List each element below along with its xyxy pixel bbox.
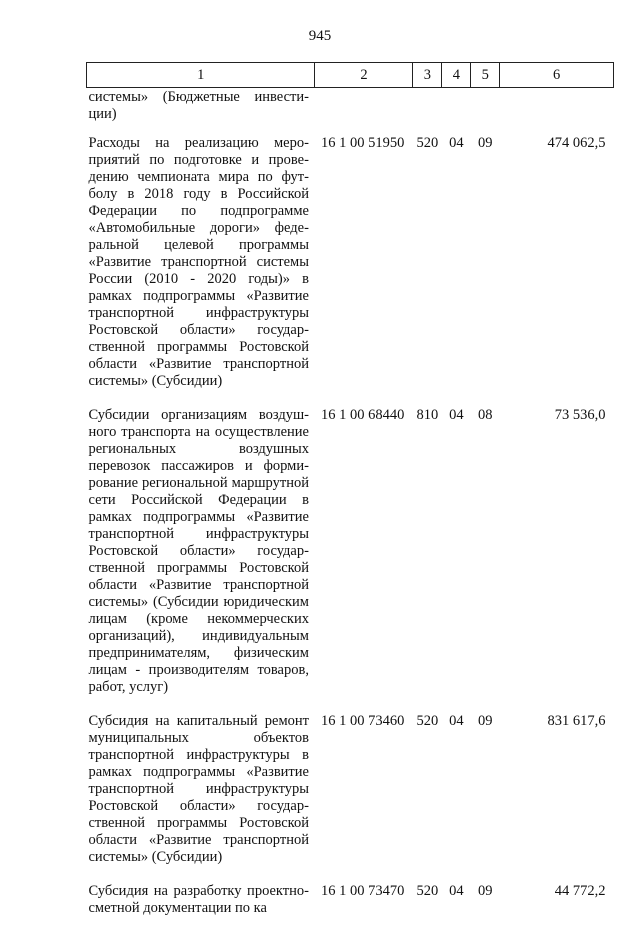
row-code: 16 1 00 51950 xyxy=(315,135,413,407)
header-col-3: 3 xyxy=(413,63,442,88)
row-col-3: 810 xyxy=(413,407,442,713)
table-row xyxy=(87,135,614,407)
row-name: Субсидия на разработку проектно-сметной документации по ка xyxy=(87,883,315,934)
row-col-5: 09 xyxy=(471,883,500,934)
table-row xyxy=(87,407,614,713)
row-col-4: 04 xyxy=(442,883,471,934)
row-col-5: 09 xyxy=(471,713,500,883)
row-code xyxy=(315,88,413,136)
row-col-4: 04 xyxy=(442,407,471,713)
table-body xyxy=(87,88,614,934)
header-col-6: 6 xyxy=(500,63,614,88)
header-col-4: 4 xyxy=(442,63,471,88)
row-sum: 44 772,2 xyxy=(500,883,614,934)
row-col-3: 520 xyxy=(413,883,442,934)
row-name: Субсидия на капитальный ремонт муниципальных объектов транспортной инфраструктуры в рамках подпрограммы «Развитие транспортной инфраструктуры Ростовской области» государственной программы Ростовской области «Развитие транспортной системы» (Субсидии) xyxy=(87,713,315,883)
row-sum xyxy=(500,88,614,136)
row-code: 16 1 00 73460 xyxy=(315,713,413,883)
header-col-2: 2 xyxy=(315,63,413,88)
row-name: Расходы на реализацию мероприятий по подготовке и проведению чемпионата мира по футболу в 2018 году в Российской Федерации по подпрограмме «Автомобильные дороги» федеральной целевой программы «Развитие транспортной системы России (2010 - 2020 годы)» в рамках подпрограммы «Развитие транспортной инфраструктуры Ростовской области» государственной программы Ростовской области «Развитие транспортной системы» (Субсидии) xyxy=(87,135,315,407)
row-col-3: 520 xyxy=(413,713,442,883)
table-row xyxy=(87,883,614,934)
row-col-4: 04 xyxy=(442,713,471,883)
page-number: 945 xyxy=(0,28,640,45)
row-name: системы» (Бюджетные инвестиции) xyxy=(87,88,315,136)
row-sum: 73 536,0 xyxy=(500,407,614,713)
row-name: Субсидии организациям воздушного транспорта на осуществление региональных воздушных перевозок пассажиров и формирование региональной маршрутной сети Российской Федерации в рамках подпрограммы «Развитие транспортной инфраструктуры Ростовской области» государственной программы Ростовской области «Развитие транспортной системы» (Субсидии юридическим лицам (кроме некоммерческих организаций), индивидуальным предпринимателям, физическим лицам - производителям товаров, работ, услуг) xyxy=(87,407,315,713)
table-header xyxy=(87,63,614,88)
row-sum: 831 617,6 xyxy=(500,713,614,883)
row-code: 16 1 00 68440 xyxy=(315,407,413,713)
table-row xyxy=(87,88,614,136)
row-col-5: 09 xyxy=(471,135,500,407)
header-row xyxy=(87,63,614,88)
header-col-1: 1 xyxy=(87,63,315,88)
row-col-4: 04 xyxy=(442,135,471,407)
row-col-5: 08 xyxy=(471,407,500,713)
row-sum: 474 062,5 xyxy=(500,135,614,407)
header-col-5: 5 xyxy=(471,63,500,88)
row-code: 16 1 00 73470 xyxy=(315,883,413,934)
budget-table xyxy=(86,62,614,934)
row-col-5 xyxy=(471,88,500,136)
row-col-4 xyxy=(442,88,471,136)
row-col-3 xyxy=(413,88,442,136)
row-col-3: 520 xyxy=(413,135,442,407)
table-row xyxy=(87,713,614,883)
